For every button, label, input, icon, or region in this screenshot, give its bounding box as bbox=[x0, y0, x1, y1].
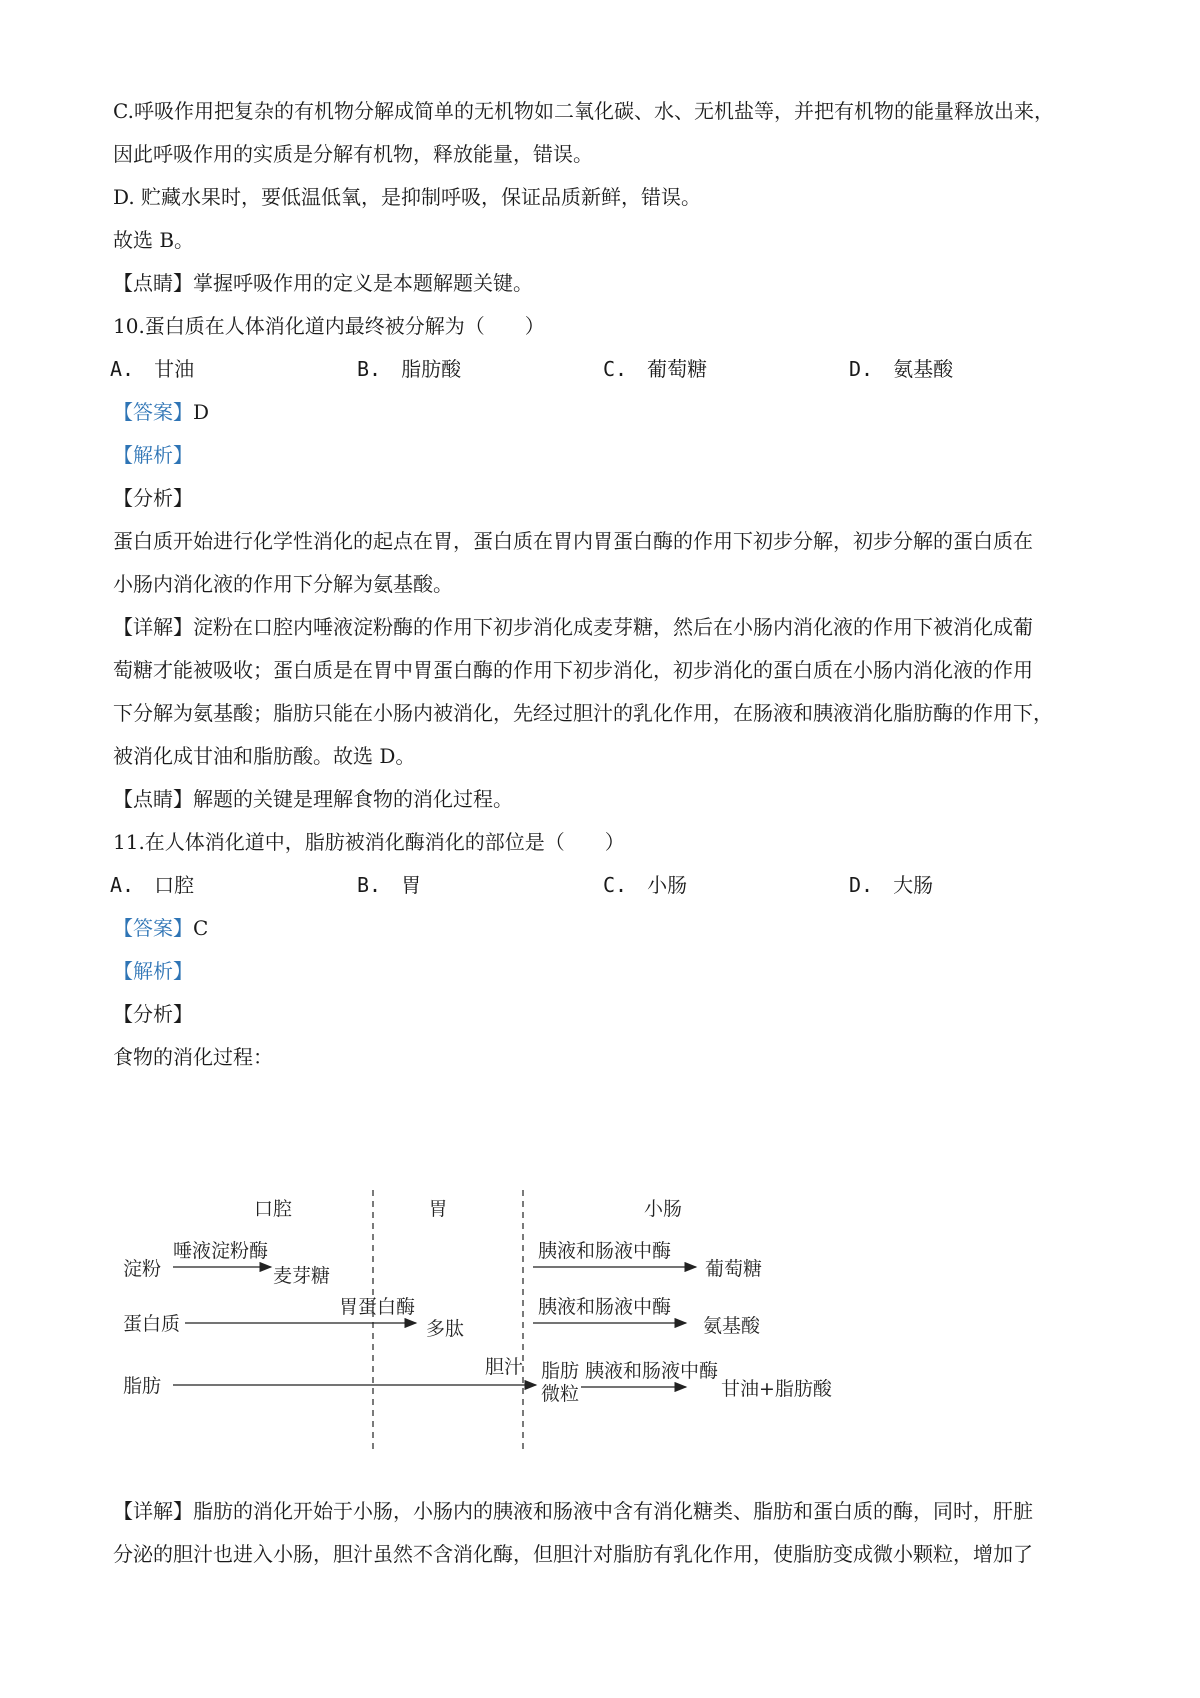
q10-detail-line-1: 【详解】淀粉在口腔内唾液淀粉酶的作用下初步消化成麦芽糖，然后在小肠内消化液的作用下被消化成葡 bbox=[113, 615, 1033, 639]
protein-label: 蛋白质 bbox=[123, 1313, 181, 1335]
protein-enzyme-intestine: 胰液和肠液中酶 bbox=[538, 1296, 672, 1318]
q11-option-a: A. 口腔 bbox=[110, 873, 195, 897]
region-stomach: 胃 bbox=[428, 1198, 448, 1220]
q11-fenxi-tag: 【分析】 bbox=[113, 1002, 193, 1026]
starch-enzyme-saliva: 唾液淀粉酶 bbox=[173, 1240, 269, 1262]
answer-value: C bbox=[193, 916, 209, 940]
starch-final-glucose: 葡萄糖 bbox=[705, 1258, 763, 1280]
fat-product-line-2: 微粒 bbox=[541, 1383, 580, 1405]
q10-detail-line-4: 被消化成甘油和脂肪酸。故选 D。 bbox=[113, 744, 416, 768]
answer-tag: 【答案】 bbox=[113, 916, 193, 940]
paragraph-c-explanation-cont: 因此呼吸作用的实质是分解有机物，释放能量，错误。 bbox=[113, 142, 593, 166]
digestion-process-diagram bbox=[113, 1185, 933, 1455]
paragraph-d-explanation: D. 贮藏水果时，要低温低氧，是抑制呼吸，保证品质新鲜，错误。 bbox=[113, 185, 702, 209]
region-small-intestine: 小肠 bbox=[643, 1198, 683, 1220]
q10-fenxi-tag: 【分析】 bbox=[113, 486, 193, 510]
choice-statement: 故选 B。 bbox=[113, 228, 195, 252]
starch-enzyme-intestine: 胰液和肠液中酶 bbox=[538, 1240, 672, 1262]
starch-label: 淀粉 bbox=[123, 1258, 162, 1280]
dianjing-note: 【点睛】掌握呼吸作用的定义是本题解题关键。 bbox=[113, 271, 533, 295]
q10-option-d: D. 氨基酸 bbox=[849, 357, 954, 381]
q11-answer-line bbox=[113, 915, 208, 941]
q11-detail-line-1: 【详解】脂肪的消化开始于小肠，小肠内的胰液和肠液中含有消化糖类、脂肪和蛋白质的酶，同时，肝脏 bbox=[113, 1499, 1033, 1523]
q11-option-d: D. 大肠 bbox=[849, 873, 934, 897]
question-11-stem: 11.在人体消化道中，脂肪被消化酶消化的部位是（ ） bbox=[113, 830, 625, 854]
q10-option-a: A. 甘油 bbox=[110, 357, 195, 381]
q10-option-b: B. 脂肪酸 bbox=[357, 357, 462, 381]
starch-product-maltose: 麦芽糖 bbox=[273, 1265, 331, 1287]
protein-final-amino-acid: 氨基酸 bbox=[703, 1315, 761, 1337]
q11-jiexi-tag: 【解析】 bbox=[113, 959, 193, 983]
paragraph-c-explanation: C.呼吸作用把复杂的有机物分解成简单的无机物如二氧化碳、水、无机盐等，并把有机物的能量释放出来， bbox=[113, 99, 1054, 123]
q10-dianjing: 【点睛】解题的关键是理解食物的消化过程。 bbox=[113, 787, 513, 811]
q10-fenxi-line-1: 蛋白质开始进行化学性消化的起点在胃，蛋白质在胃内胃蛋白酶的作用下初步分解，初步分解的蛋白质在 bbox=[113, 529, 1033, 553]
q10-option-c: C. 葡萄糖 bbox=[603, 357, 708, 381]
q10-answer-line bbox=[113, 399, 209, 425]
q11-option-b: B. 胃 bbox=[357, 873, 422, 897]
answer-value: D bbox=[193, 400, 210, 424]
fat-final-glycerol-fatty-acid: 甘油+脂肪酸 bbox=[721, 1378, 832, 1400]
protein-enzyme-pepsin: 胃蛋白酶 bbox=[339, 1296, 416, 1318]
question-10-stem: 10.蛋白质在人体消化道内最终被分解为（ ） bbox=[113, 314, 545, 338]
q10-detail-line-2: 萄糖才能被吸收；蛋白质是在胃中胃蛋白酶的作用下初步消化，初步消化的蛋白质在小肠内消化液的作用 bbox=[113, 658, 1033, 682]
protein-product-peptide: 多肽 bbox=[426, 1318, 465, 1340]
fat-label: 脂肪 bbox=[123, 1375, 162, 1397]
region-mouth: 口腔 bbox=[253, 1198, 293, 1220]
q10-fenxi-line-2: 小肠内消化液的作用下分解为氨基酸。 bbox=[113, 572, 453, 596]
fat-enzyme-intestine: 胰液和肠液中酶 bbox=[585, 1360, 719, 1382]
q10-detail-line-3: 下分解为氨基酸；脂肪只能在小肠内被消化，先经过胆汁的乳化作用，在肠液和胰液消化脂肪酶的作用下， bbox=[113, 701, 1053, 725]
q10-jiexi-tag: 【解析】 bbox=[113, 443, 193, 467]
fat-bile: 胆汁 bbox=[485, 1356, 524, 1378]
q11-fenxi-line-1: 食物的消化过程： bbox=[113, 1045, 273, 1069]
q11-detail-line-2: 分泌的胆汁也进入小肠，胆汁虽然不含消化酶，但胆汁对脂肪有乳化作用，使脂肪变成微小颗粒，增加了 bbox=[113, 1542, 1033, 1566]
answer-tag: 【答案】 bbox=[113, 400, 193, 424]
fat-product-line-1: 脂肪 bbox=[541, 1360, 580, 1382]
q11-option-c: C. 小肠 bbox=[603, 873, 688, 897]
